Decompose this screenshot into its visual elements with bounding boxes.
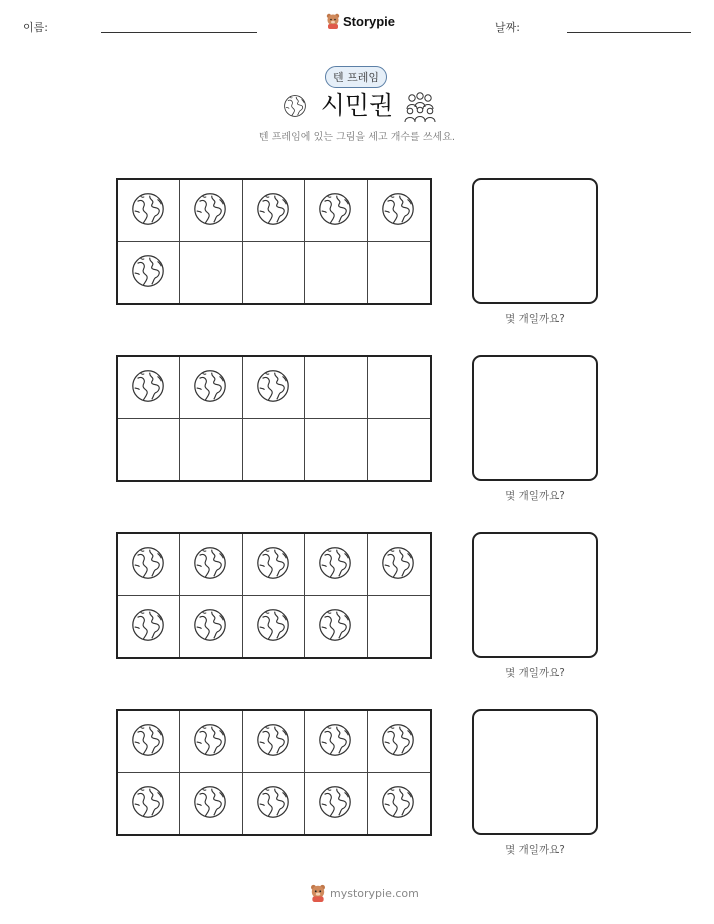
count-question: 몇 개일까요? [505,490,565,502]
globe-icon [129,606,167,644]
globe-icon [316,544,354,582]
globe-icon [316,606,354,644]
globe-icon [379,190,417,228]
date-line[interactable] [567,32,691,33]
globe-icon [254,606,292,644]
name-line[interactable] [101,32,257,33]
ten-frame [116,709,432,836]
globe-icon [191,783,229,821]
title-row [0,90,714,126]
globe-icon [254,783,292,821]
ten-frame-divider [118,595,430,596]
answer-box[interactable] [472,709,598,835]
globe-icon [254,190,292,228]
globe-icon [316,190,354,228]
globe-icon [129,783,167,821]
answer-box[interactable] [472,178,598,304]
ten-frame [116,355,432,482]
globe-icon [129,721,167,759]
name-label: 이름: [23,21,48,34]
globe-icon [129,190,167,228]
date-label: 날짜: [495,21,520,34]
footer [310,884,419,902]
ten-frame-divider [118,772,430,773]
globe-icon [191,606,229,644]
globe-icon [254,721,292,759]
ten-frame-divider [118,241,430,242]
globe-icon [316,721,354,759]
globe-icon [254,367,292,405]
instructions: 텐 프레임에 있는 그림을 세고 개수를 쓰세요. [258,132,456,143]
count-question: 몇 개일까요? [505,844,565,856]
globe-icon [254,544,292,582]
globe-icon [191,721,229,759]
brand-logo [326,13,395,29]
ten-frame [116,532,432,659]
count-question: 몇 개일까요? [505,313,565,325]
ten-frame [116,178,432,305]
page-title: 시민권 [320,91,394,120]
globe-icon [379,544,417,582]
footer-url: mystorypie.com [330,886,419,900]
globe-icon [379,783,417,821]
globe-icon [129,252,167,290]
ten-frame-divider [118,418,430,419]
globe-icon [191,190,229,228]
globe-icon [191,544,229,582]
globe-icon [129,544,167,582]
globe-icon [316,783,354,821]
bear-mascot-icon [310,884,326,902]
answer-box[interactable] [472,532,598,658]
globe-icon [129,367,167,405]
globe-icon [379,721,417,759]
bear-mascot-icon [326,13,340,29]
answer-box[interactable] [472,355,598,481]
count-question: 몇 개일까요? [505,667,565,679]
worksheet-type-badge: 텐 프레임 [325,66,387,88]
globe-icon [191,367,229,405]
citizens-group-icon [403,91,437,123]
brand-name: Storypie [343,13,396,29]
